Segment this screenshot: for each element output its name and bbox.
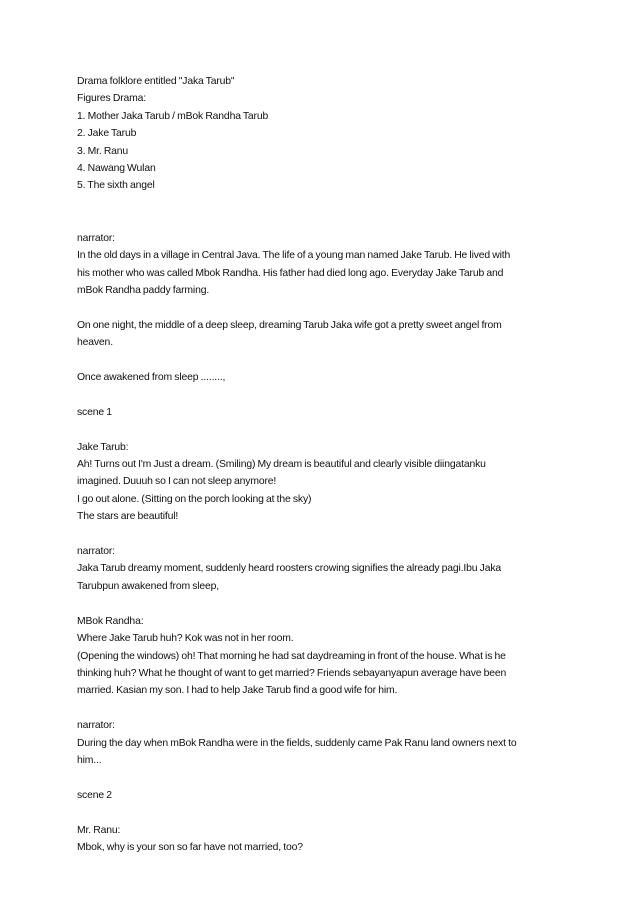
dialogue-line: Where Jake Tarub huh? Kok was not in her room. — [77, 633, 294, 645]
dialogue-line: thinking huh? What he thought of want to get married? Friends sebayanyapun average have been — [77, 667, 507, 679]
figure-item: 1. Mother Jaka Tarub / mBok Randha Tarub — [77, 110, 269, 122]
paragraph-line: heaven. — [77, 337, 113, 349]
dialogue-line: I go out alone. (Sitting on the porch looking at the sky) — [77, 493, 312, 505]
paragraph-line: Tarubpun awakened from sleep, — [77, 580, 220, 592]
dialogue-line: imagined. Duuuh so I can not sleep anymore! — [77, 476, 277, 488]
document-title: Drama folklore entitled "Jaka Tarub" — [77, 76, 235, 87]
scene-label: scene 2 — [77, 789, 112, 801]
figure-item: 5. The sixth angel — [77, 180, 155, 192]
paragraph-line: During the day when mBok Randha were in the fields, suddenly came Pak Ranu land owners next to — [77, 737, 517, 749]
paragraph-line: On one night, the middle of a deep sleep, dreaming Tarub Jaka wife got a pretty sweet angel from — [77, 319, 502, 331]
dialogue-line: Ah! Turns out I'm Just a dream. (Smiling) My dream is beautiful and clearly visible diingatanku — [77, 459, 486, 471]
narrator-paragraph — [77, 543, 567, 595]
paragraph-line: his mother who was called Mbok Randha. His father had died long ago. Everyday Jake Tarub and — [77, 267, 504, 279]
dialogue-block — [77, 822, 567, 857]
scene-heading — [77, 404, 567, 421]
dialogue-line: Mbok, why is your son so far have not married, too? — [77, 841, 303, 853]
title-block — [77, 73, 567, 195]
speaker-label: narrator: — [77, 720, 115, 732]
paragraph-line: mBok Randha paddy farming. — [77, 285, 210, 297]
narrator-paragraph — [77, 230, 567, 300]
speaker-label: Mr. Ranu: — [77, 824, 121, 836]
figures-label: Figures Drama: — [77, 93, 146, 105]
figure-item: 4. Nawang Wulan — [77, 163, 156, 175]
dialogue-line: The stars are beautiful! — [77, 511, 179, 523]
paragraph-line: In the old days in a village in Central Java. The life of a young man named Jake Tarub. He lived with — [77, 250, 511, 262]
figure-item: 3. Mr. Ranu — [77, 145, 129, 157]
dialogue-block — [77, 613, 567, 700]
scene-heading — [77, 787, 567, 804]
narrator-paragraph — [77, 717, 567, 769]
document-body — [77, 73, 567, 856]
narrator-paragraph — [77, 369, 567, 386]
figure-item: 2. Jake Tarub — [77, 128, 137, 140]
dialogue-line: married. Kasian my son. I had to help Jake Tarub find a good wife for him. — [77, 685, 398, 697]
speaker-label: narrator: — [77, 232, 115, 244]
speaker-label: MBok Randha: — [77, 615, 144, 627]
dialogue-line: (Opening the windows) oh! That morning he had sat daydreaming in front of the house. What is he — [77, 650, 506, 662]
narrator-paragraph — [77, 317, 567, 352]
dialogue-block — [77, 439, 567, 526]
paragraph-line: him... — [77, 754, 102, 766]
scene-label: scene 1 — [77, 406, 112, 418]
paragraph-line: Jaka Tarub dreamy moment, suddenly heard roosters crowing signifies the already pagi.Ibu Jaka — [77, 563, 502, 575]
speaker-label: Jake Tarub: — [77, 441, 129, 453]
paragraph-line: Once awakened from sleep ........, — [77, 372, 226, 384]
speaker-label: narrator: — [77, 546, 115, 558]
